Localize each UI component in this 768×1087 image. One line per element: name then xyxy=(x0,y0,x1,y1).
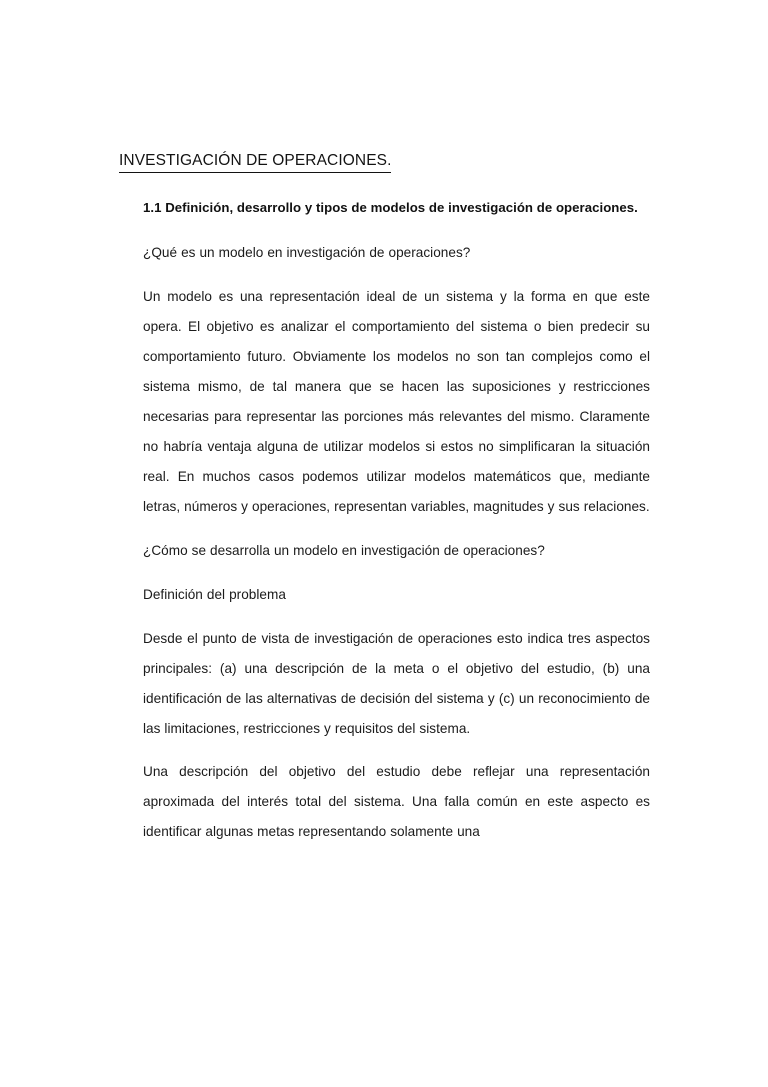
paragraph-subheading-problem-definition: Definición del problema xyxy=(143,587,286,602)
paragraph-question-what-is-model: ¿Qué es un modelo en investigación de operaciones? xyxy=(143,245,471,260)
paragraph-model-definition: Un modelo es una representación ideal de un sistema y la forma en que este opera. El objetivo es analizar el comportamiento del sistema o bien predecir su comportamiento futuro. Obviamente los modelos no son tan complejos como el sistema mismo, de tal manera que se hacen las suposiciones y restricciones necesarias para representar las porciones más relevantes del mismo. Claramente no habría ventaja alguna de utilizar modelos si estos no simplificaran la situación real. En muchos casos podemos utilizar modelos matemáticos que, mediante letras, números y operaciones, representan variables, magnitudes y sus relaciones. xyxy=(143,289,650,514)
section-heading-1-1: 1.1 Definición, desarrollo y tipos de modelos de investigación de operaciones. xyxy=(143,200,638,215)
document-title: INVESTIGACIÓN DE OPERACIONES. xyxy=(119,152,391,173)
paragraph-question-how-developed: ¿Cómo se desarrolla un modelo en investigación de operaciones? xyxy=(143,543,545,558)
document-body xyxy=(143,198,650,860)
paragraph-objective-description: Una descripción del objetivo del estudio debe reflejar una representación aproximada del interés total del sistema. Una falla común en este aspecto es identificar algunas metas representando solamente una xyxy=(143,764,650,839)
paragraph-three-aspects: Desde el punto de vista de investigación de operaciones esto indica tres aspectos principales: (a) una descripción de la meta o el objetivo del estudio, (b) una identificación de las alternativas de decisión del sistema y (c) un reconocimiento de las limitaciones, restricciones y requisitos del sistema. xyxy=(143,631,650,736)
